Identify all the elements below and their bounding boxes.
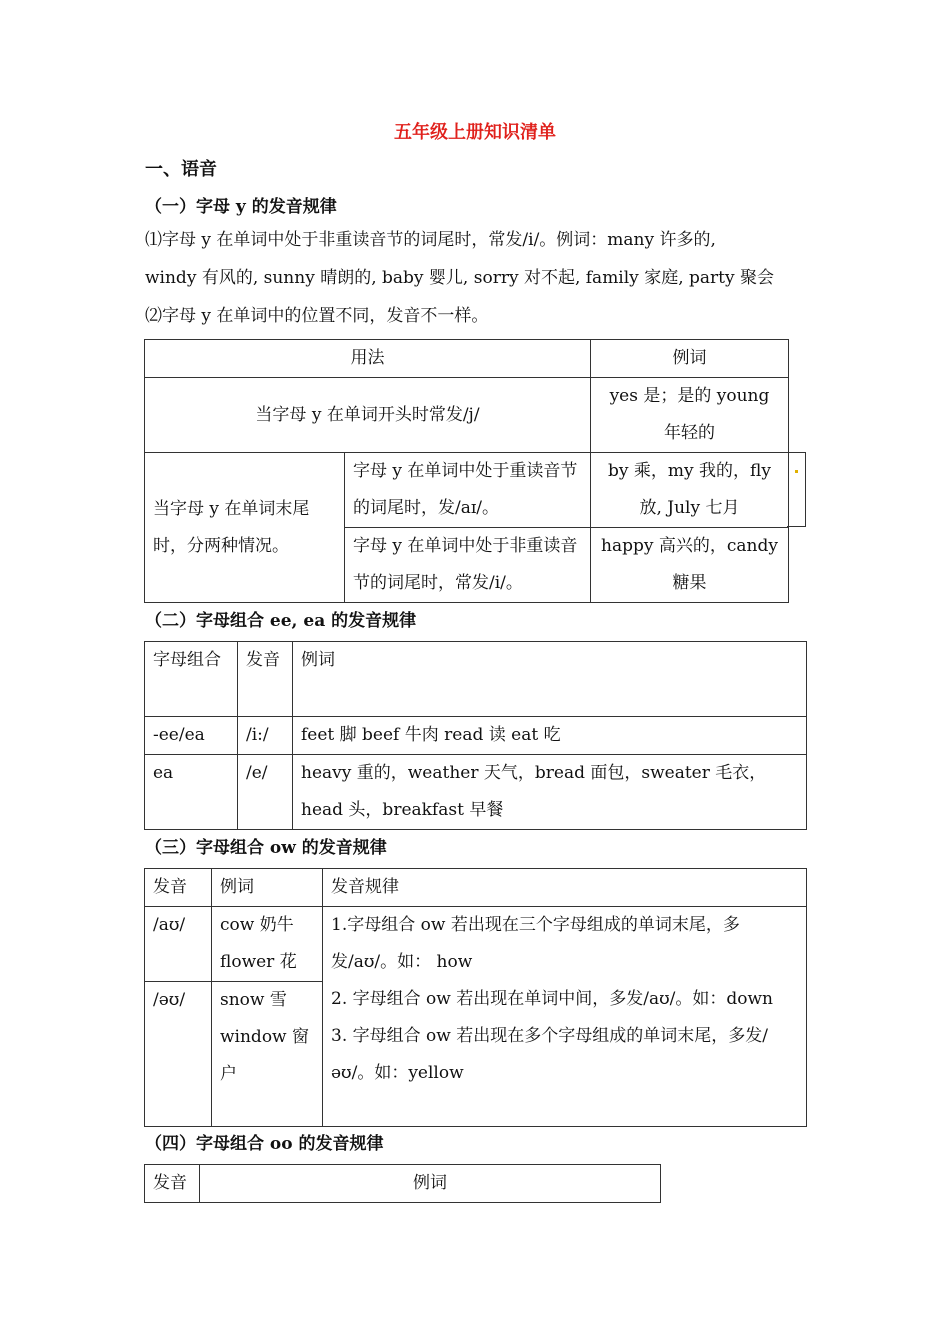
- part1-line3: ⑵字母 y 在单词中的位置不同，发音不一样。: [145, 306, 489, 326]
- y-rule-table: [144, 339, 789, 603]
- row2a-rule: 字母 y 在单词中处于重读音节的词尾时，发/aɪ/。: [345, 453, 591, 528]
- table-row-sound: /i:/: [238, 717, 293, 755]
- header-examples: 例词: [212, 869, 323, 907]
- stray-table-cell: [787, 452, 806, 527]
- header-usage: 用法: [145, 340, 591, 378]
- table-row-examples: feet 脚 beef 牛肉 read 读 eat 吃: [293, 717, 807, 755]
- table-row-combo: -ee/ea: [145, 717, 238, 755]
- row2-sound: /əʊ/: [145, 982, 212, 1127]
- part4-heading: （四）字母组合 oo 的发音规律: [145, 1134, 384, 1154]
- header-examples: 例词: [591, 340, 789, 378]
- part1-line1: ⑴字母 y 在单词中处于非重读音节的词尾时，常发/i/。例词：many 许多的,: [145, 230, 716, 250]
- row1-examples: yes 是；是的 young 年轻的: [591, 378, 789, 453]
- row1-usage: 当字母 y 在单词开头时常发/j/: [145, 378, 591, 453]
- part3-heading: （三）字母组合 ow 的发音规律: [145, 838, 387, 858]
- row2a-examples: by 乘，my 我的，fly 放, July 七月: [591, 453, 789, 528]
- row1-examples: cow 奶牛 flower 花: [212, 907, 323, 982]
- part2-heading: （二）字母组合 ee, ea 的发音规律: [145, 611, 417, 631]
- ow-table: [144, 868, 807, 1127]
- table-row-sound: /e/: [238, 755, 293, 830]
- header-rule: 发音规律: [323, 869, 807, 907]
- part1-line2: windy 有风的, sunny 晴朗的, baby 婴儿, sorry 对不起, family 家庭, party 聚会: [145, 268, 774, 288]
- row2b-examples: happy 高兴的，candy 糖果: [591, 528, 789, 603]
- header-sound: 发音: [145, 1165, 200, 1203]
- rule-3: 3. 字母组合 ow 若出现在多个字母组成的单词末尾，多发/əʊ/。如：yellow: [331, 1026, 768, 1083]
- table-row-combo: ea: [145, 755, 238, 830]
- header-combo: 字母组合: [145, 642, 238, 717]
- page-title: 五年级上册知识清单: [394, 122, 556, 143]
- row2-examples: snow 雪 window 窗户: [212, 982, 323, 1127]
- header-sound: 发音: [238, 642, 293, 717]
- oo-table: [144, 1164, 661, 1203]
- header-examples: 例词: [293, 642, 807, 717]
- row2b-rule: 字母 y 在单词中处于非重读音节的词尾时，常发/i/。: [345, 528, 591, 603]
- table-row-examples: heavy 重的，weather 天气，bread 面包，sweater 毛衣，head 头，breakfast 早餐: [293, 755, 807, 830]
- row2-usage: 当字母 y 在单词末尾时，分两种情况。: [145, 453, 345, 603]
- ee-ea-table: [144, 641, 807, 830]
- rule-1: 1.字母组合 ow 若出现在三个字母组成的单词末尾，多发/aʊ/。如： how: [331, 915, 740, 972]
- part1-heading: （一）字母 y 的发音规律: [145, 197, 337, 217]
- stray-dot: [795, 470, 798, 473]
- section-heading-phonetics: 一、语音: [145, 159, 217, 180]
- row1-sound: /aʊ/: [145, 907, 212, 982]
- header-sound: 发音: [145, 869, 212, 907]
- header-examples: 例词: [200, 1165, 661, 1203]
- rules-cell: [323, 907, 807, 1127]
- rule-2: 2. 字母组合 ow 若出现在单词中间，多发/aʊ/。如：down: [331, 989, 773, 1009]
